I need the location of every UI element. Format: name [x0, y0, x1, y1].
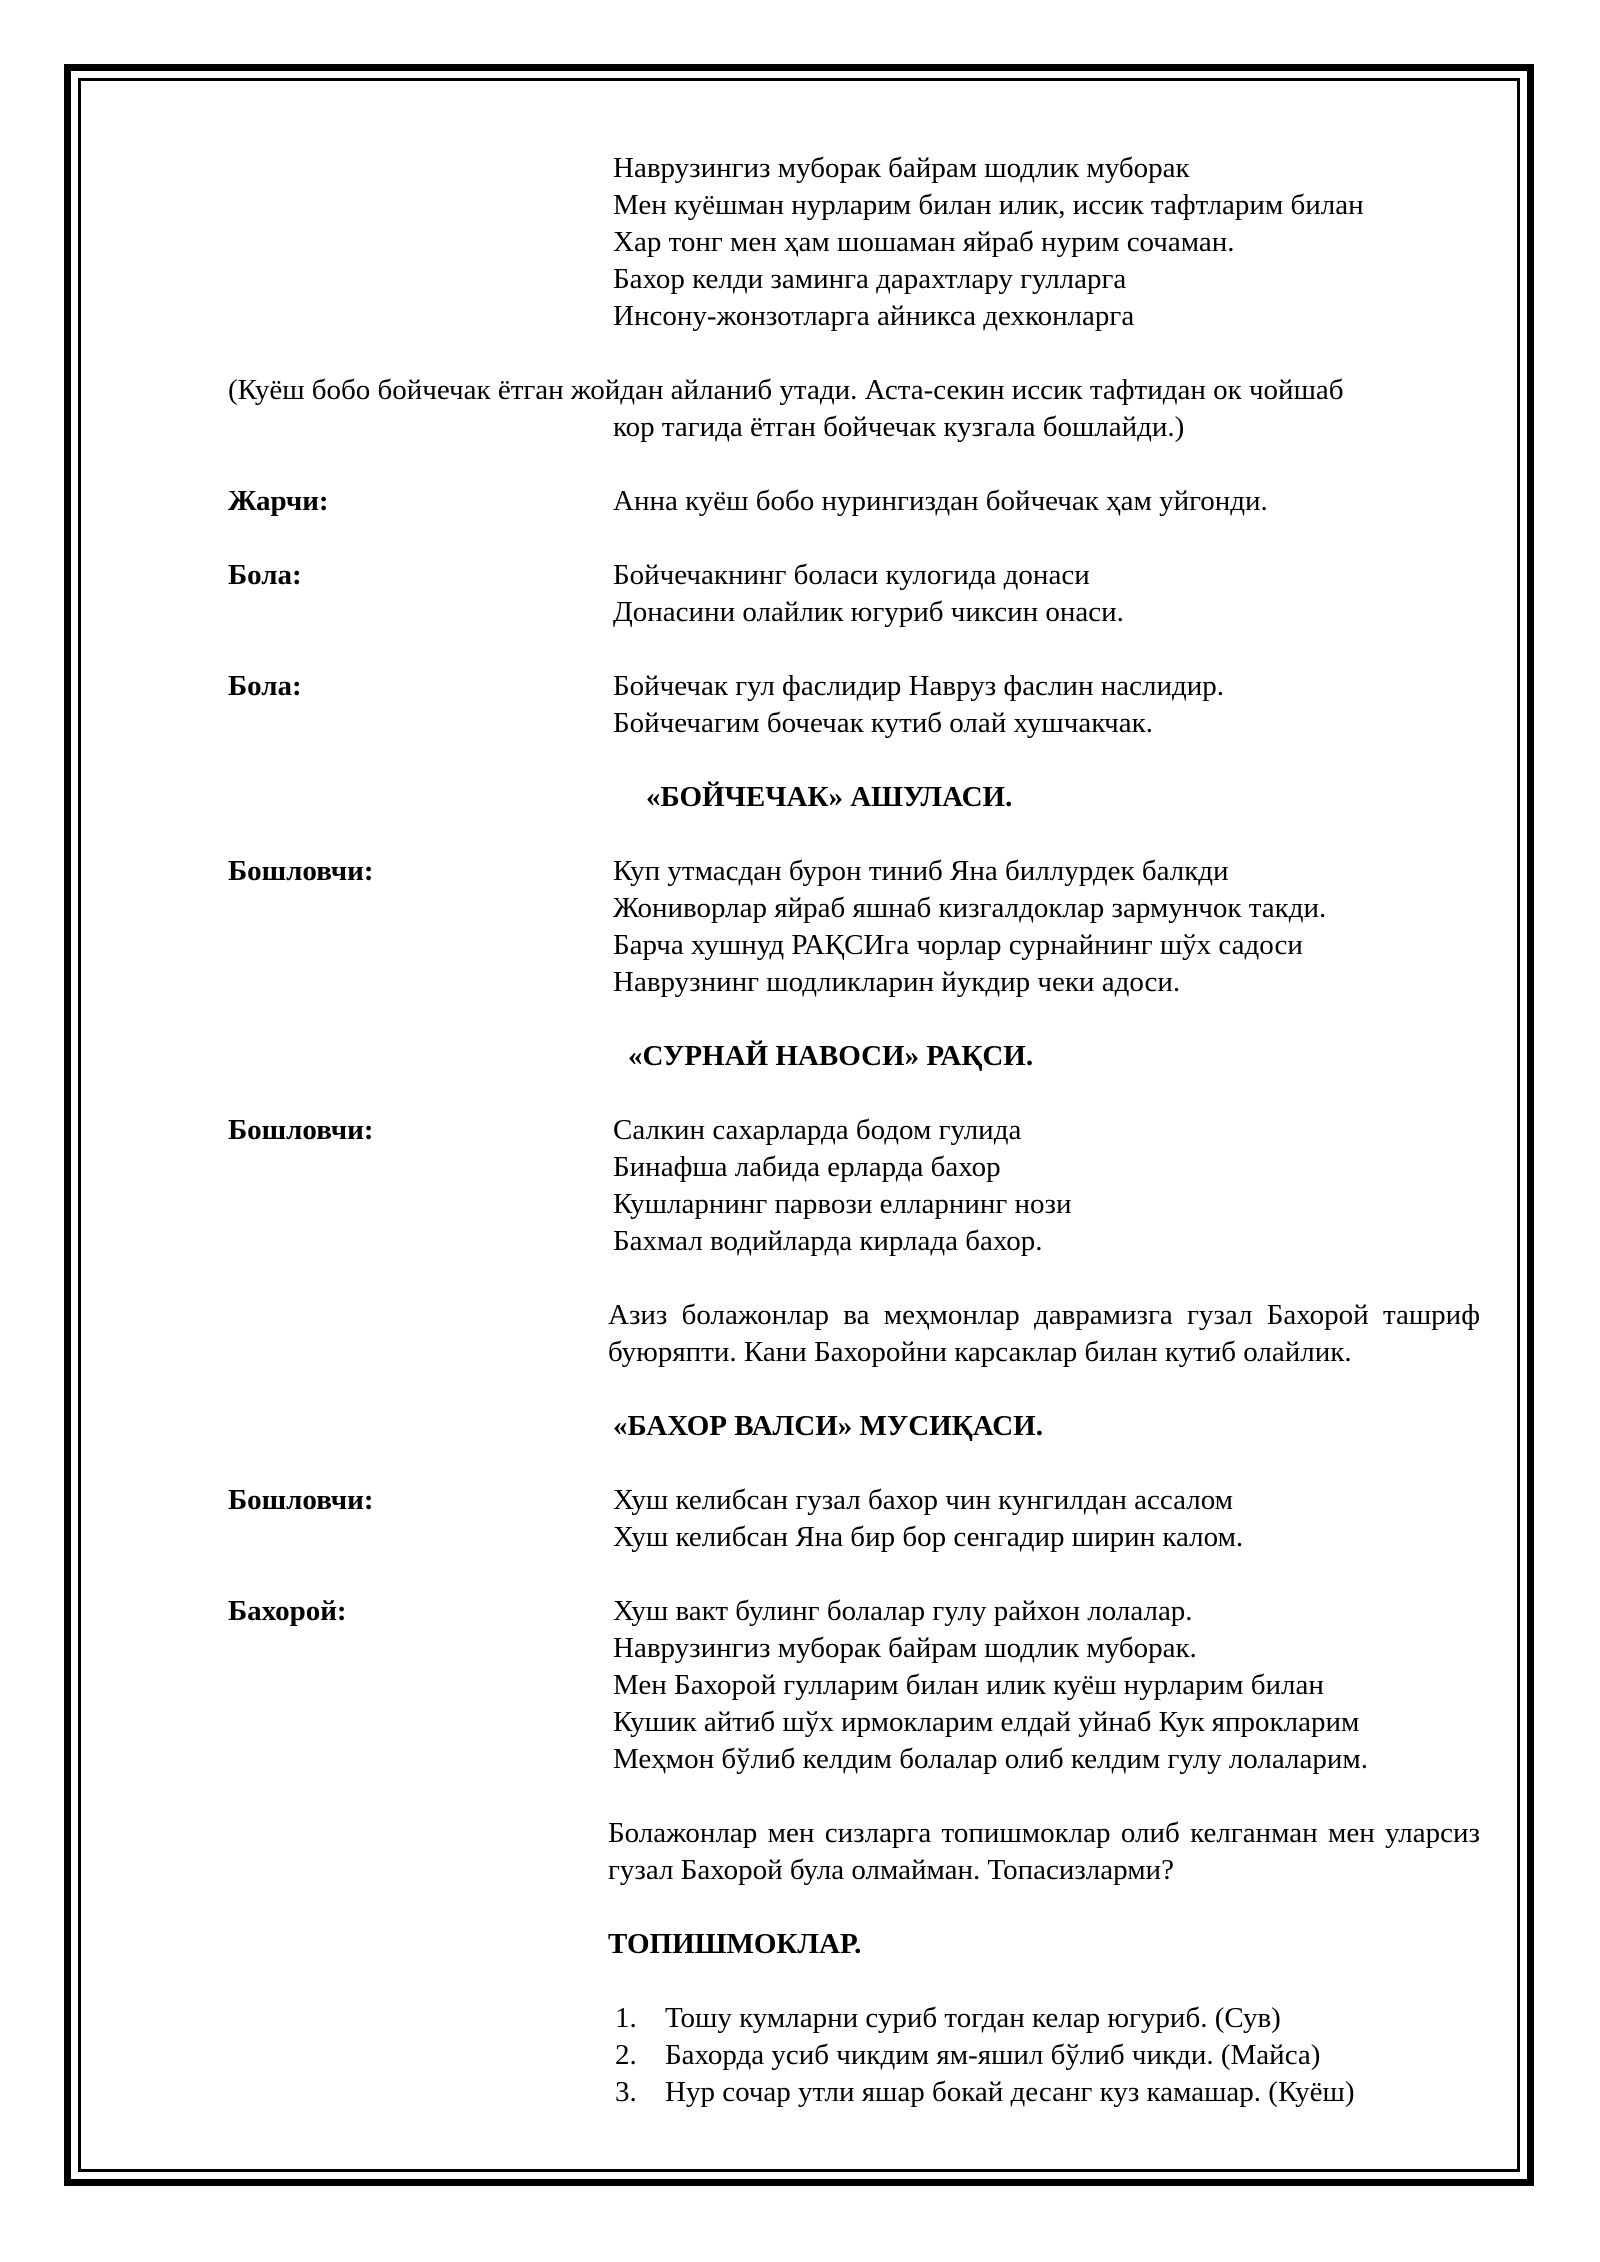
dialogue-block [228, 1593, 1488, 1778]
verse-line: Бинафша лабида ерларда бахор [613, 1151, 1001, 1183]
verse-line: Бойчечакнинг боласи кулогида донаси [613, 559, 1090, 591]
verse-line: Анна куёш бобо нурингиздан бойчечак ҳам уйгонди. [613, 485, 1268, 517]
verse-line: Наврузингиз муборак байрам шодлик муборак. [613, 1632, 1197, 1664]
verse-line: Меҳмон бўлиб келдим болалар олиб келдим гулу лолаларим. [613, 1743, 1368, 1775]
list-item: 3. Нур сочар утли яшар бокай десанг куз камашар. (Куёш) [615, 2076, 1355, 2108]
speaker-label: Бошловчи: [228, 855, 374, 887]
riddle-list [613, 2000, 1488, 2111]
section-heading: «БАХОР ВАЛСИ» МУСИҚАСИ. [613, 1410, 1043, 1442]
dialogue-block [228, 668, 1488, 742]
verse-line: Бахор келди заминга дарахтлару гулларга [613, 263, 1127, 295]
verse-line: Мен Бахорой гулларим билан илик куёш нурларим билан [613, 1669, 1324, 1701]
verse-line: Бахмал водийларда кирлада бахор. [613, 1225, 1043, 1257]
document-body [228, 150, 1488, 2111]
speaker-label: Бошловчи: [228, 1484, 374, 1516]
section-heading: «СУРНАЙ НАВОСИ» РАҚСИ. [628, 1040, 1034, 1072]
speaker-label: Бахорой: [228, 1595, 347, 1627]
verse-line: Бойчечагим бочечак кутиб олай хушчакчак. [613, 707, 1153, 739]
verse-line: Кушик айтиб шўх ирмокларим елдай уйнаб Кук япрокларим [613, 1706, 1360, 1738]
speaker-label: Бола: [228, 670, 302, 702]
dialogue-block [228, 483, 1488, 520]
verse-line: Наврузнинг шодликларин йукдир чеки адоси. [613, 966, 1181, 998]
list-item: 1. Тошу кумларни суриб тогдан келар югуриб. (Сув) [615, 2002, 1281, 2034]
dialogue-block [228, 853, 1488, 1001]
verse-line: Жониворлар яйраб яшнаб кизгалдоклар зармунчок такди. [613, 892, 1327, 924]
section-heading: «БОЙЧЕЧАК» АШУЛАСИ. [646, 781, 1013, 813]
verse-line: Кушларнинг парвози елларнинг нози [613, 1188, 1072, 1220]
speaker-label: Бошловчи: [228, 1114, 374, 1146]
stage-direction: (Куёш бобо бойчечак ётган жойдан айланиб утади. Аста-секин иссик тафтидан ок чойшаб кор тагида ётган бойчечак кузгала бошлайди.) [228, 374, 1344, 443]
verse-line: Хуш келибсан гузал бахор чин кунгилдан ассалом [613, 1484, 1234, 1516]
verse-line: Хар тонг мен ҳам шошаман яйраб нурим сочаман. [613, 226, 1235, 258]
speaker-label: Жарчи: [228, 485, 329, 517]
verse-line: Хуш вакт булинг болалар гулу райхон лолалар. [613, 1595, 1193, 1627]
speaker-label: Бола: [228, 559, 302, 591]
verse-line: Хуш келибсан Яна бир бор сенгадир ширин калом. [613, 1521, 1244, 1553]
paragraph: Азиз болажонлар ва меҳмонлар даврамизга гузал Бахорой ташриф буюряпти. Кани Бахоройни карсаклар билан кутиб олайлик. [608, 1299, 1480, 1368]
verse-line: Салкин сахарларда бодом гулида [613, 1114, 1022, 1146]
verse-line: Наврузингиз муборак байрам шодлик муборак [613, 152, 1190, 184]
dialogue-block [228, 1112, 1488, 1260]
verse-line: Бойчечак гул фаслидир Навруз фаслин наслидир. [613, 670, 1224, 702]
dialogue-block [228, 1482, 1488, 1556]
paragraph: Болажонлар мен сизларга топишмоклар олиб келганман мен уларсиз гузал Бахорой була олмайман. Топасизларми? [608, 1817, 1480, 1886]
section-heading: ТОПИШМОКЛАР. [608, 1928, 862, 1960]
verse-line: Инсону-жонзотларга айникса дехконларга [613, 300, 1135, 332]
verse-line: Барча хушнуд РАҚСИга чорлар сурнайнинг шўх садоси [613, 929, 1303, 961]
dialogue-block [228, 557, 1488, 631]
list-item: 2. Бахорда усиб чикдим ям-яшил бўлиб чикди. (Майса) [615, 2039, 1321, 2071]
verse-line: Мен куёшман нурларим билан илик, иссик тафтларим билан [613, 189, 1364, 221]
verse-intro [228, 150, 1488, 335]
verse-line: Куп утмасдан бурон тиниб Яна биллурдек балкди [613, 855, 1229, 887]
verse-line: Донасини олайлик югуриб чиксин онаси. [613, 596, 1124, 628]
